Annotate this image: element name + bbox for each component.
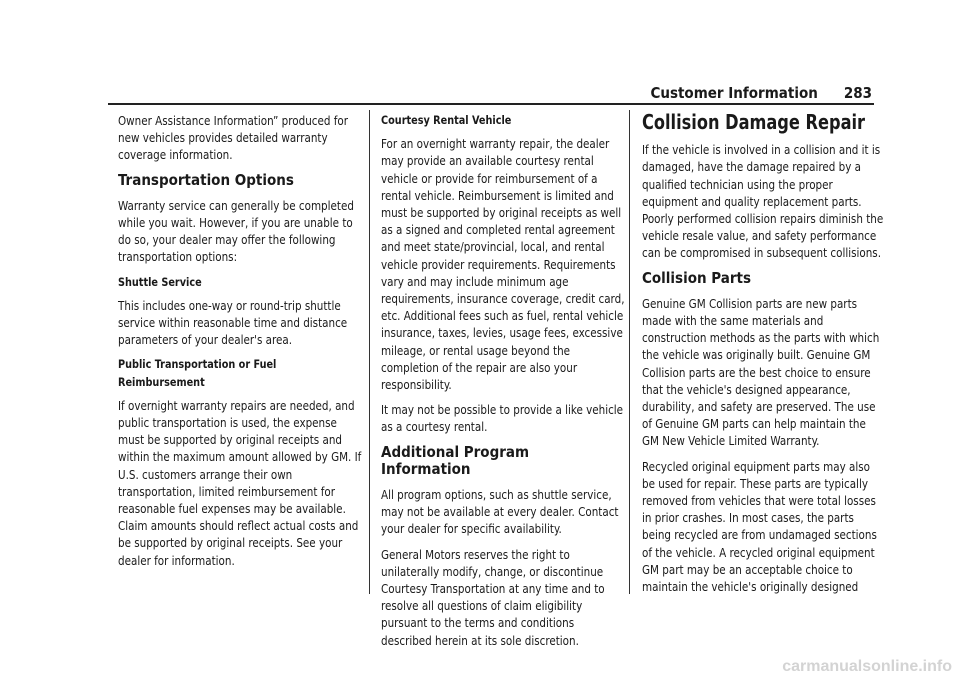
paragraph: For an overnight warranty repair, the dealer may provide an available courtesy rental vehicle or provide for reimbursement of a rental vehicle. Reimbursement is limited and must be supported by original receipts as well as a signed and completed rental agreement and meet state/provincial, local, and rental vehicle provider requirements. Requirements vary and may include minimum age requirements, insurance coverage, credit card, etc. Additional fees such as fuel, rental vehicle insurance, taxes, levies, usage fees, excessive mileage, or rental usage beyond the completion of the repair are also your responsibility. (381, 136, 625, 393)
paragraph: If the vehicle is involved in a collision and it is damaged, have the damage repaired by a qualified technician using the proper equipment and quality replacement parts. Poorly performed collision repairs diminish the vehicle resale value, and safety performance can be compromised in subsequent collisions. (642, 142, 884, 261)
paragraph: Warranty service can generally be completed while you wait. However, if you are unable to do so, your dealer may offer the following transportation options: (118, 197, 354, 265)
column-2 (381, 112, 623, 657)
column-divider (369, 110, 370, 594)
subheading-public-transportation: Public Transportation or Fuel Reimbursement (118, 357, 277, 389)
heading-collision-parts: Collision Parts (642, 268, 752, 287)
column-3 (642, 112, 884, 603)
paragraph: All program options, such as shuttle service, may not be available at every dealer. Contact your dealer for specific availability. (381, 487, 619, 537)
paragraph: It may not be possible to provide a like vehicle as a courtesy rental. (381, 402, 624, 435)
section-title: Customer Information (650, 84, 818, 102)
watermark: carmanualsonline.info (782, 658, 952, 675)
heading-additional-program-information: Additional Program Information (381, 442, 530, 478)
paragraph: Recycled original equipment parts may also be used for repair. These parts are typically removed from vehicles that were total losses in prior crashes. In most cases, the parts being recycled are from undamaged sections of the vehicle. A recycled original equipment GM part may be an acceptable choice to maintain the vehicle's originally designed (642, 458, 877, 595)
column-divider (629, 110, 630, 594)
paragraph: If overnight warranty repairs are needed, and public transportation is used, the expense must be supported by original receipts and within the maximum amount allowed by GM. If U.S. customers arrange their own transportation, limited reimbursement for reasonable fuel expenses may be available. Claim amounts should reflect actual costs and be supported by original receipts. See your dealer for information. (118, 397, 362, 568)
paragraph: General Motors reserves the right to unilaterally modify, change, or discontinue Courtesy Transportation at any time and to resolve all questions of claim eligibility pursuant to the terms and conditions described herein at its sole discretion. (381, 546, 605, 648)
paragraph: Owner Assistance Information” produced for new vehicles provides detailed warranty coverage information. (118, 113, 348, 163)
subheading-courtesy-rental: Courtesy Rental Vehicle (381, 113, 512, 127)
header-rule (108, 103, 874, 105)
column-1 (118, 112, 360, 577)
page-header (650, 84, 872, 102)
paragraph: This includes one-way or round-trip shuttle service within reasonable time and distance parameters of your dealer's area. (118, 297, 348, 348)
heading-transportation-options: Transportation Options (118, 170, 294, 189)
page-number: 283 (843, 84, 872, 102)
subheading-shuttle-service: Shuttle Service (118, 274, 202, 289)
paragraph: Genuine GM Collision parts are new parts made with the same materials and construction methods as the parts with which the vehicle was originally built. Genuine GM Collision parts are the best choice to ensure that the vehicle's designed appearance, durability, and safety are preserved. The use of Genuine GM parts can help maintain the GM New Vehicle Limited Warranty. (642, 295, 880, 449)
heading-collision-damage-repair: Collision Damage Repair (642, 110, 866, 134)
